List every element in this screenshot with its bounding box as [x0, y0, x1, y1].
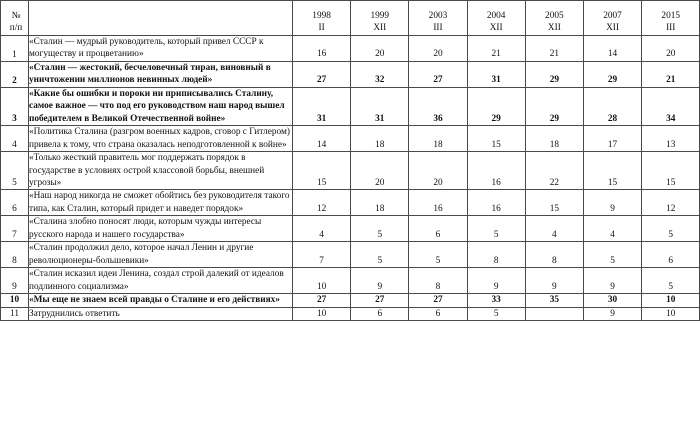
row-value: 5 [409, 242, 467, 268]
header-period-2007-year: 2007 [603, 11, 622, 22]
row-value: 31 [467, 61, 525, 87]
table-row [1, 190, 700, 216]
row-value: 9 [467, 268, 525, 294]
header-period-2003-month: III [433, 23, 443, 34]
row-value: 18 [525, 126, 583, 152]
row-value: 31 [293, 87, 351, 125]
row-value: 9 [351, 268, 409, 294]
row-number: 11 [1, 307, 29, 320]
header-period-1998-month: II [318, 23, 325, 34]
row-value: 27 [409, 294, 467, 307]
row-statement: «Только жесткий правитель мог поддержать порядок в государстве в условиях острой классовой борьбы, внешней угрозы» [29, 152, 293, 190]
row-value: 27 [293, 294, 351, 307]
header-period-2015 [642, 1, 700, 36]
row-number: 6 [1, 190, 29, 216]
row-statement: «Политика Сталина (разгром военных кадров, сговор с Гитлером) привела к тому, что страна оказалась неподготовленной к войне» [29, 126, 293, 152]
header-period-2007 [583, 1, 641, 36]
row-number: 10 [1, 294, 29, 307]
row-statement: «Наш народ никогда не сможет обойтись без руководителя такого типа, как Сталин, который придет и наведет порядок» [29, 190, 293, 216]
row-value: 6 [409, 216, 467, 242]
row-value: 9 [525, 268, 583, 294]
row-number: 1 [1, 36, 29, 62]
row-value: 6 [642, 242, 700, 268]
header-period-2015-year: 2015 [661, 11, 681, 22]
row-statement: «Мы еще не знаем всей правды о Сталине и его действиях» [29, 294, 293, 307]
row-value: 29 [525, 87, 583, 125]
row-value: 14 [583, 36, 641, 62]
header-period-1999-year: 1999 [370, 11, 390, 22]
row-value: 16 [409, 190, 467, 216]
header-period-1999-month: XII [373, 23, 387, 34]
row-value: 33 [467, 294, 525, 307]
row-value: 9 [583, 307, 641, 320]
row-value: 10 [642, 307, 700, 320]
row-value: 9 [583, 268, 641, 294]
row-value: 22 [525, 152, 583, 190]
row-value: 18 [351, 190, 409, 216]
row-value: 5 [467, 216, 525, 242]
header-period-2004-year: 2004 [486, 11, 506, 22]
row-statement: «Сталина злобно поносят люди, которым чужды интересы русского народа и нашего государства» [29, 216, 293, 242]
header-period-2003 [409, 1, 467, 36]
header-period-2004-month: XII [489, 23, 503, 34]
row-value: 27 [351, 294, 409, 307]
row-value: 16 [293, 36, 351, 62]
row-value: 14 [293, 126, 351, 152]
row-value: 8 [525, 242, 583, 268]
row-value: 4 [525, 216, 583, 242]
row-value: 6 [409, 307, 467, 320]
row-value: 6 [351, 307, 409, 320]
table-body [1, 36, 700, 321]
table-row [1, 294, 700, 307]
row-value: 27 [409, 61, 467, 87]
row-value: 5 [642, 268, 700, 294]
table-header [1, 1, 700, 36]
row-value: 5 [351, 216, 409, 242]
row-value: 15 [293, 152, 351, 190]
header-period-1999 [351, 1, 409, 36]
row-value: 5 [467, 307, 525, 320]
header-row-number-line2: п/п [9, 23, 23, 34]
row-value: 20 [642, 36, 700, 62]
row-value: 7 [293, 242, 351, 268]
row-value: 20 [409, 36, 467, 62]
row-value: 13 [642, 126, 700, 152]
row-value: 29 [467, 87, 525, 125]
row-value: 21 [467, 36, 525, 62]
row-number: 2 [1, 61, 29, 87]
table-row [1, 268, 700, 294]
row-value: 36 [409, 87, 467, 125]
table-row [1, 307, 700, 320]
row-value: 29 [525, 61, 583, 87]
table-row [1, 36, 700, 62]
row-value: 10 [293, 268, 351, 294]
row-value: 5 [583, 242, 641, 268]
row-value: 10 [293, 307, 351, 320]
header-period-2015-month: III [666, 23, 676, 34]
header-row [1, 1, 700, 36]
table-row [1, 152, 700, 190]
header-period-2005 [525, 1, 583, 36]
header-period-2007-month: XII [606, 23, 619, 34]
header-period-2005-month: XII [547, 23, 561, 34]
row-value: 31 [351, 87, 409, 125]
row-value: 15 [467, 126, 525, 152]
row-value: 15 [583, 152, 641, 190]
header-row-number-line1: № [11, 11, 21, 22]
row-value: 4 [583, 216, 641, 242]
row-value: 18 [409, 126, 467, 152]
header-statement [29, 1, 293, 36]
row-value: 32 [351, 61, 409, 87]
row-value: 16 [467, 152, 525, 190]
table-row [1, 87, 700, 125]
table-row [1, 242, 700, 268]
row-number: 7 [1, 216, 29, 242]
row-value: 15 [525, 190, 583, 216]
row-value: 4 [293, 216, 351, 242]
row-value: 20 [409, 152, 467, 190]
header-row-number [1, 1, 29, 36]
row-value: 21 [642, 61, 700, 87]
row-value: 29 [583, 61, 641, 87]
header-period-2004 [467, 1, 525, 36]
row-statement: «Сталин исказил идеи Ленина, создал строй далекий от идеалов подлинного социализма» [29, 268, 293, 294]
row-value: 20 [351, 152, 409, 190]
row-value: 8 [409, 268, 467, 294]
row-value: 34 [642, 87, 700, 125]
row-value: 18 [351, 126, 409, 152]
row-statement: Затруднились ответить [29, 307, 293, 320]
row-statement: «Какие бы ошибки и пороки ни приписывались Сталину, самое важное — что под его руководством наш народ вышел победителем в Великой Отечественной войне» [29, 87, 293, 125]
row-statement: «Сталин — мудрый руководитель, который привел СССР к могуществу и процветанию» [29, 36, 293, 62]
table-row [1, 126, 700, 152]
row-value: 5 [351, 242, 409, 268]
header-period-1998-year: 1998 [312, 11, 331, 22]
row-value: 21 [525, 36, 583, 62]
row-statement: «Сталин продолжил дело, которое начал Ленин и другие революционеры-большевики» [29, 242, 293, 268]
row-value: 17 [583, 126, 641, 152]
row-value: 27 [293, 61, 351, 87]
row-value: 30 [583, 294, 641, 307]
row-value: 5 [642, 216, 700, 242]
row-value: 12 [642, 190, 700, 216]
row-value: 9 [583, 190, 641, 216]
row-value: 16 [467, 190, 525, 216]
row-number: 9 [1, 268, 29, 294]
header-period-2005-year: 2005 [545, 11, 564, 22]
row-value: 15 [642, 152, 700, 190]
row-value: 20 [351, 36, 409, 62]
row-number: 3 [1, 87, 29, 125]
header-period-2003-year: 2003 [428, 11, 448, 22]
row-number: 8 [1, 242, 29, 268]
header-period-1998 [293, 1, 351, 36]
row-value [525, 307, 583, 320]
row-value: 8 [467, 242, 525, 268]
row-value: 10 [642, 294, 700, 307]
row-number: 5 [1, 152, 29, 190]
table-row [1, 61, 700, 87]
table-row [1, 216, 700, 242]
row-value: 35 [525, 294, 583, 307]
row-value: 28 [583, 87, 641, 125]
row-statement: «Сталин — жестокий, бесчеловечный тиран, виновный в уничтожении миллионов невинных людей» [29, 61, 293, 87]
row-value: 12 [293, 190, 351, 216]
row-number: 4 [1, 126, 29, 152]
